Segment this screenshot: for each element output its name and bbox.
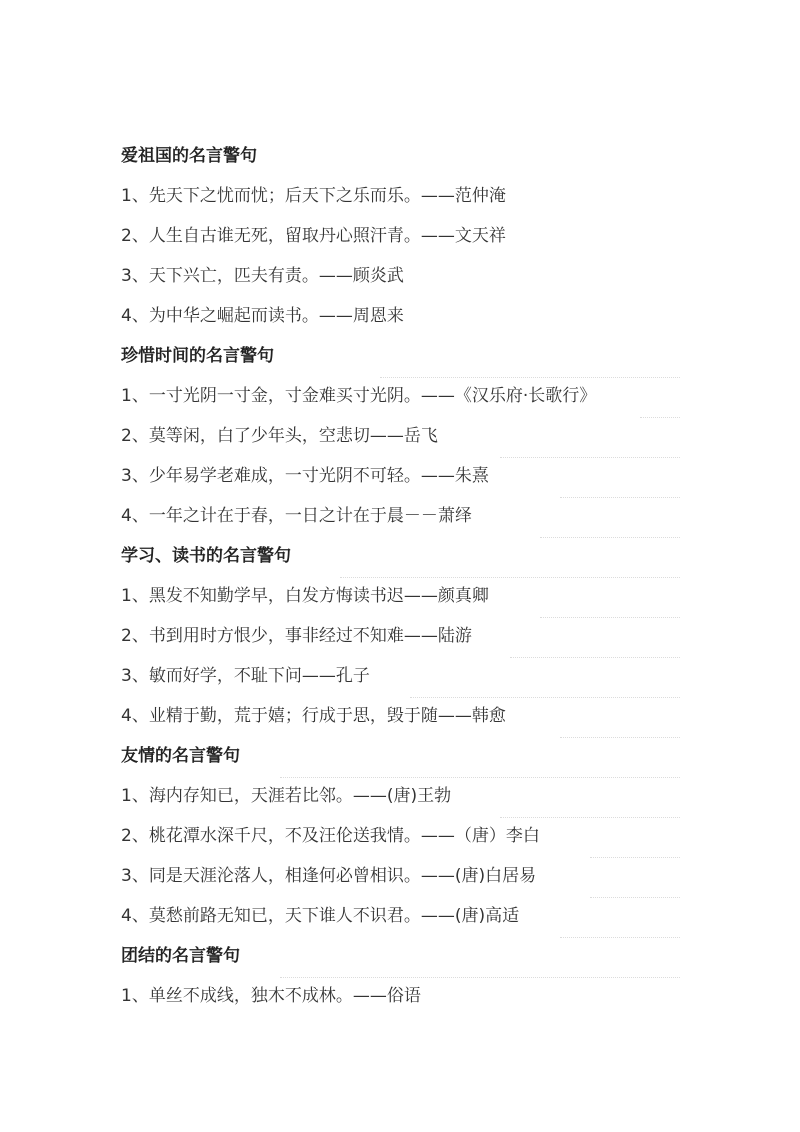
dotted-divider — [540, 617, 680, 618]
quote-line: 3、天下兴亡，匹夫有责。——顾炎武 — [121, 266, 404, 286]
quote-line: 2、人生自古谁无死，留取丹心照汗青。——文天祥 — [121, 226, 506, 246]
dotted-divider — [540, 537, 680, 538]
quote-line: 4、业精于勤，荒于嬉；行成于思，毁于随——韩愈 — [121, 706, 506, 726]
dotted-divider — [590, 897, 680, 898]
dotted-divider — [560, 497, 680, 498]
section-heading: 爱祖国的名言警句 — [121, 146, 257, 166]
quote-line: 1、一寸光阴一寸金，寸金难买寸光阴。——《汉乐府·长歌行》 — [121, 386, 597, 406]
quote-line: 4、莫愁前路无知已，天下谁人不识君。——(唐)高适 — [121, 906, 520, 926]
quote-line: 2、莫等闲，白了少年头，空悲切——岳飞 — [121, 426, 438, 446]
quote-line: 2、书到用时方恨少，事非经过不知难——陆游 — [121, 626, 472, 646]
quote-line: 1、黑发不知勤学早，白发方悔读书迟——颜真卿 — [121, 586, 489, 606]
quote-line: 1、单丝不成线，独木不成林。——俗语 — [121, 986, 421, 1006]
dotted-divider — [560, 737, 680, 738]
dotted-divider — [560, 937, 680, 938]
section-heading: 珍惜时间的名言警句 — [121, 346, 274, 366]
dotted-divider — [640, 417, 680, 418]
dotted-divider — [510, 657, 680, 658]
section-heading: 团结的名言警句 — [121, 946, 240, 966]
quote-line: 3、同是天涯沦落人，相逢何必曾相识。——(唐)白居易 — [121, 866, 537, 886]
quote-line: 2、桃花潭水深千尺，不及汪伦送我情。——（唐）李白 — [121, 826, 540, 846]
quote-line: 1、先天下之忧而忧；后天下之乐而乐。——范仲淹 — [121, 186, 506, 206]
quote-line: 1、海内存知已，天涯若比邻。——(唐)王勃 — [121, 786, 452, 806]
section-heading: 友情的名言警句 — [121, 746, 240, 766]
dotted-divider — [590, 857, 680, 858]
dotted-divider — [500, 457, 680, 458]
quote-line: 3、少年易学老难成，一寸光阴不可轻。——朱熹 — [121, 466, 489, 486]
quote-line: 4、一年之计在于春，一日之计在于晨－－萧绎 — [121, 506, 472, 526]
section-heading: 学习、读书的名言警句 — [121, 546, 291, 566]
quote-line: 3、敏而好学，不耻下问——孔子 — [121, 666, 370, 686]
quote-line: 4、为中华之崛起而读书。——周恩来 — [121, 306, 404, 326]
